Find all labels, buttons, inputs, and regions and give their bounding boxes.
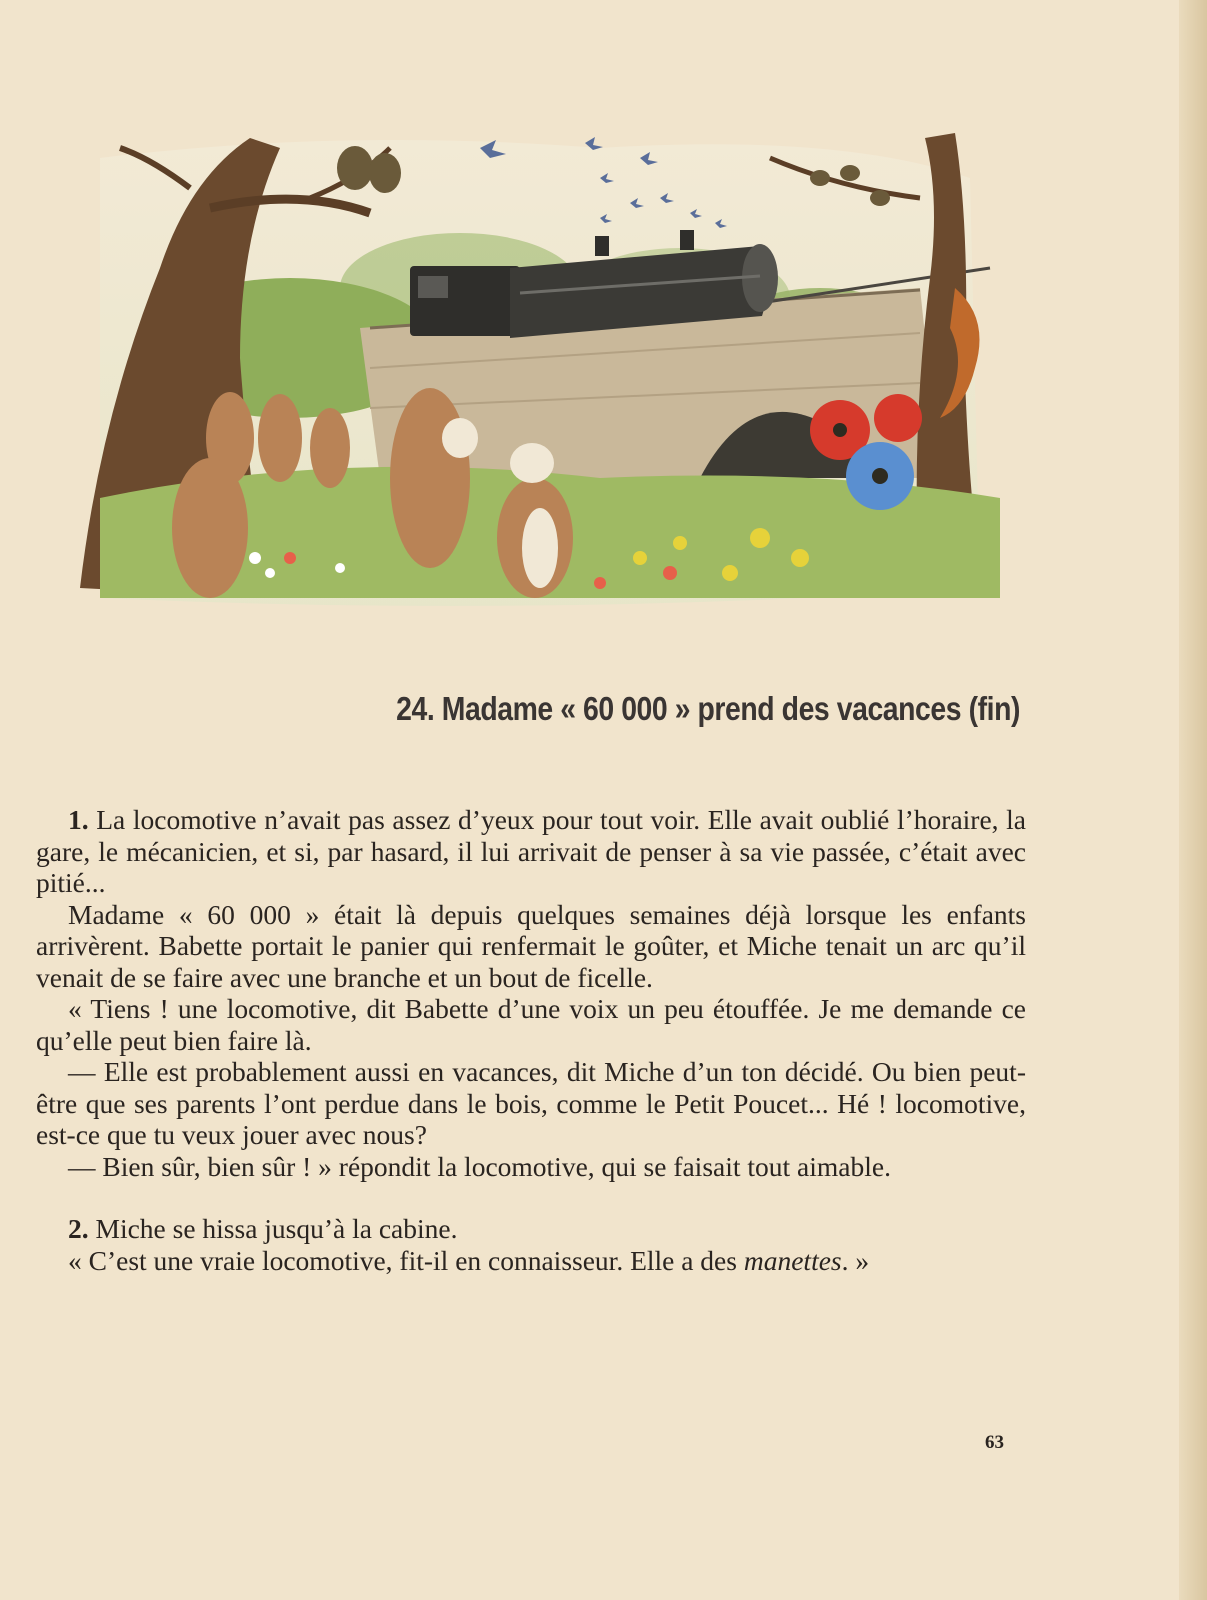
section-number: 2.	[68, 1213, 89, 1244]
paragraph	[36, 1213, 1026, 1245]
paragraph: — Elle est probablement aussi en vacances, dit Miche d’un ton décidé. Ou bien peut-être que ses parents l’ont perdue dans le bois, comme le Petit Poucet... Hé ! locomotive, est-ce que tu veux jouer avec nous?	[36, 1056, 1026, 1150]
paragraph: « Tiens ! une locomotive, dit Babette d’une voix un peu étouffée. Je me demande ce qu’elle peut bien faire là.	[36, 993, 1026, 1056]
paragraph	[36, 1245, 1026, 1277]
chapter-title: 24. Madame « 60 000 » prend des vacances (fin)	[396, 690, 1020, 727]
chapter-illustration	[40, 118, 1010, 613]
paragraph: — Bien sûr, bien sûr ! » répondit la locomotive, qui se faisait tout aimable.	[68, 1150, 891, 1182]
paragraph-closing: . »	[841, 1244, 870, 1276]
paragraph-text: « C’est une vraie locomotive, fit-il en connaisseur. Elle a des	[68, 1244, 744, 1276]
page-edge	[1179, 0, 1207, 1600]
paragraph-text: La locomotive n’avait pas assez d’yeux pour tout voir. Elle avait oublié l’horaire, la gare, le mécanicien, et si, par hasard, il lui arrivait de penser à sa vie passée, c’était avec pitié...	[36, 804, 1027, 898]
page-number: 63	[985, 1432, 1004, 1453]
section-number: 1.	[68, 804, 89, 835]
paragraph-text: Miche se hissa jusqu’à la cabine.	[95, 1213, 458, 1244]
paragraph	[36, 804, 1026, 899]
paragraph: Madame « 60 000 » était là depuis quelques semaines déjà lorsque les enfants arrivèrent. Babette portait le panier qui renfermait le goûter, et Miche tenait un arc qu’il venait de se faire avec une branche et un bout de ficelle.	[36, 898, 1026, 993]
italic-word: manettes	[743, 1244, 842, 1276]
body-text	[36, 804, 1026, 1276]
